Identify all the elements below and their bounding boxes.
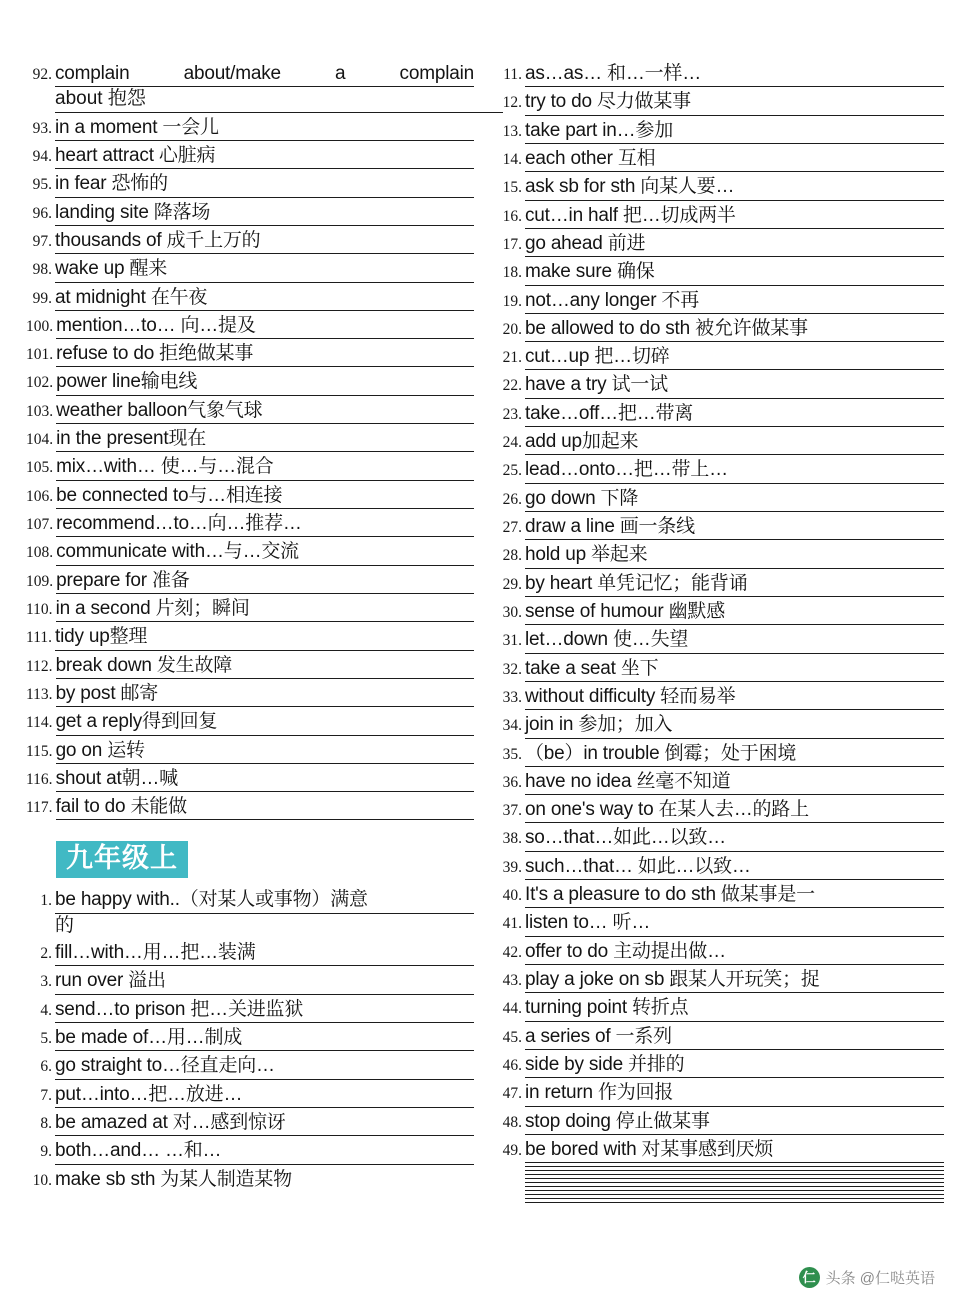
item-text: hold up 举起来 [525,543,944,568]
item-number: 106. [26,487,54,505]
list-item [26,710,474,735]
item-text: be made of…用…制成 [55,1026,474,1051]
item-number: 98. [32,261,52,279]
item-text [525,1194,944,1195]
list-item [496,487,944,512]
item-text: cut…in half 把…切成两半 [525,204,944,229]
watermark-text: 头条 @仁哒英语 [825,1270,935,1287]
item-text: fail to do 未能做 [56,795,474,820]
list-item [496,175,944,200]
list-item [496,458,944,483]
item-number: 105. [26,459,54,477]
item-number: 32. [502,660,522,678]
list-item [496,1178,944,1179]
item-text [525,1174,944,1175]
item-number: 3. [40,973,52,991]
item-number: 4. [40,1001,52,1019]
list-item [26,286,474,311]
item-number: 108. [26,544,54,562]
item-number: 21. [502,349,522,367]
item-text [525,1202,944,1203]
item-number: 95. [32,176,52,194]
item-number: 94. [32,147,52,165]
item-text: in return 作为回报 [525,1081,944,1106]
item-text: It's a pleasure to do sth 做某事是一 [525,883,944,908]
item-text: tidy up整理 [55,625,474,650]
list-item [496,1190,944,1191]
item-number: 37. [502,802,522,820]
item-number: 19. [502,292,522,310]
item-text: get a reply得到回复 [56,710,474,735]
list-item [496,940,944,965]
item-number: 42. [502,943,522,961]
item-text: in a moment 一会儿 [55,116,474,141]
item-number: 6. [40,1058,52,1076]
item-text [525,1166,944,1167]
item-text: by heart 单凭记忆；能背诵 [525,572,944,597]
item-number: 36. [502,773,522,791]
right-column [496,62,944,1206]
item-number: 24. [502,434,522,452]
list-item [496,826,944,851]
item-number: 117. [26,799,53,817]
item-text: in fear 恐怖的 [55,172,474,197]
watermark-logo-icon: 仁 [799,1267,820,1288]
item-number: 114. [26,714,53,732]
item-text [525,1182,944,1183]
list-item [26,1139,474,1164]
item-text: heart attract 心脏病 [55,144,474,169]
item-number: 1. [40,892,52,910]
list-item [496,1198,944,1199]
list-item [496,1174,944,1175]
item-text: both…and… …和… [55,1139,474,1164]
list-item [496,657,944,682]
item-number: 25. [502,462,522,480]
item-text: refuse to do 拒绝做某事 [56,342,474,367]
item-text: go straight to…径直走向… [55,1054,474,1079]
item-text: communicate with…与…交流 [56,540,474,565]
list-item [496,685,944,710]
item-number: 34. [502,717,522,735]
left-column [26,62,474,1195]
list-item [26,569,474,594]
item-text: take part in…参加 [525,119,944,144]
list-item [26,1111,474,1136]
item-text [525,1170,944,1171]
list-item [26,116,474,141]
list-item [496,1110,944,1135]
item-text: on one's way to 在某人去…的路上 [525,798,944,823]
item-text: by post 邮寄 [56,682,474,707]
item-number: 96. [32,204,52,222]
item-number: 27. [502,519,522,536]
item-text: go down 下降 [525,487,944,512]
item-number: 2. [40,945,52,963]
item-text: shout at朝…喊 [56,767,474,792]
list-item [26,941,474,966]
list-item [26,314,474,339]
list-item [496,402,944,427]
list-item [496,770,944,795]
item-number: 22. [502,377,522,395]
item-number: 23. [502,405,522,423]
item-number: 92. [32,66,52,83]
list-item [496,430,944,455]
list-item [26,540,474,565]
list-item [26,342,474,367]
item-number: 11. [503,66,522,83]
item-text: ask sb for sth 向某人要… [525,175,944,200]
item-number: 112. [26,657,53,675]
item-number: 111. [26,629,52,647]
item-number: 29. [502,575,522,593]
item-text: draw a line 画一条线 [525,515,944,540]
list-item [496,289,944,314]
item-text: wake up 醒来 [55,257,474,282]
list-item [26,427,474,452]
item-number: 97. [32,232,52,250]
item-text: as…as… 和…一样… [525,62,944,87]
list-item [496,1025,944,1050]
item-text: run over 溢出 [55,969,474,994]
item-text: landing site 降落场 [55,201,474,226]
item-number: 20. [502,320,522,338]
item-number: 13. [502,122,522,140]
item-text: a series of 一系列 [525,1025,944,1050]
item-text: recommend…to…向…推荐… [56,512,474,537]
item-text: cut…up 把…切碎 [525,345,944,370]
list-item [496,1194,944,1195]
list-item [496,147,944,172]
item-text: go on 运转 [56,739,474,764]
list-item [496,742,944,767]
list-item [26,1026,474,1051]
item-text: so…that…如此…以致… [525,826,944,851]
item-text: without difficulty 轻而易举 [525,685,944,710]
item-number: 26. [502,490,522,508]
item-number: 103. [26,402,54,420]
item-number: 47. [502,1085,522,1103]
item-number: 45. [502,1028,522,1046]
list-item [496,90,944,115]
item-number: 109. [26,572,54,590]
item-number: 101. [26,346,54,364]
item-text: be connected to与…相连接 [56,484,474,509]
item-text: be amazed at 对…感到惊讶 [55,1111,474,1136]
item-number: 9. [40,1143,52,1161]
item-text: turning point 转折点 [525,996,944,1021]
list-item [496,1166,944,1167]
item-number: 10. [32,1171,52,1189]
list-item [26,370,474,395]
item-number: 93. [32,119,52,137]
item-text: go ahead 前进 [525,232,944,257]
list-item [26,1168,474,1192]
list-item [496,260,944,285]
item-text: complain about/make a complain [55,62,474,87]
item-text: be happy with..（对某人或事物）满意 [55,888,474,913]
list-item [496,543,944,568]
item-number: 49. [502,1141,522,1159]
list-item [496,798,944,823]
list-item [496,373,944,398]
item-text: mix…with… 使…与…混合 [56,455,474,480]
item-text: prepare for 准备 [56,569,474,594]
item-text: have a try 试一试 [525,373,944,398]
item-number: 113. [26,685,53,703]
item-text: each other 互相 [525,147,944,172]
item-text: power line输电线 [56,370,474,395]
item-text: be bored with 对某事感到厌烦 [525,1138,944,1163]
item-text: fill…with…用…把…装满 [55,941,474,966]
item-text: take a seat 坐下 [525,657,944,682]
item-text: （be）in trouble 倒霉；处于困境 [525,742,944,767]
list-item [26,767,474,792]
item-text: let…down 使…失望 [525,628,944,653]
list-item [496,1186,944,1187]
item-number: 40. [502,887,522,905]
item-number: 12. [502,94,522,112]
list-item [496,1138,944,1163]
item-text: sense of humour 幽默感 [525,600,944,625]
item-number: 100. [26,317,54,335]
item-number: 28. [502,547,522,565]
item-number: 38. [502,830,522,848]
item-text: break down 发生故障 [56,654,474,679]
item-text: lead…onto…把…带上… [525,458,944,483]
item-number: 16. [502,207,522,225]
list-item [496,1081,944,1106]
item-text: add up加起来 [525,430,944,455]
list-item [26,399,474,424]
item-number: 116. [26,770,53,788]
list-item [26,62,474,113]
list-item [26,172,474,197]
item-number: 39. [502,858,522,876]
item-text: in a second 片刻；瞬间 [56,597,474,622]
item-number: 15. [502,179,522,197]
item-text [525,1186,944,1187]
item-text-continued: 的 [55,914,75,936]
list-item [496,628,944,653]
list-item [496,996,944,1021]
list-item [26,795,474,820]
item-text: take…off…把…带离 [525,402,944,427]
item-number: 110. [26,600,53,618]
watermark [799,1267,935,1288]
item-text: side by side 并排的 [525,1053,944,1078]
item-number: 5. [40,1030,52,1048]
item-number: 43. [502,972,522,989]
item-text: make sb sth 为某人制造某物 [55,1168,292,1190]
list-item [496,600,944,625]
list-item [26,654,474,679]
item-number: 44. [502,1000,522,1018]
item-number: 31. [502,632,522,650]
item-text: mention…to… 向…提及 [56,314,474,339]
item-number: 115. [26,742,53,760]
list-item [26,888,474,938]
list-item [496,883,944,908]
item-number: 14. [502,150,522,168]
item-number: 102. [26,374,54,392]
list-item [26,144,474,169]
item-text: send…to prison 把…关进监狱 [55,998,474,1023]
list-item [26,998,474,1023]
two-column-layout [26,62,933,1206]
list-item [26,512,474,537]
item-text: have no idea 丝毫不知道 [525,770,944,795]
list-item [26,969,474,994]
item-number: 48. [502,1113,522,1131]
item-text: try to do 尽力做某事 [525,90,944,115]
list-item [496,62,944,87]
item-number: 7. [40,1086,52,1104]
list-item [26,1054,474,1079]
item-text-continued: about 抱怨 [55,87,503,112]
item-text: listen to… 听… [525,911,944,936]
item-number: 104. [26,431,54,449]
item-text: weather balloon气象气球 [56,399,474,424]
item-text: make sure 确保 [525,260,944,285]
list-item [496,119,944,144]
list-item [26,229,474,254]
list-item [496,204,944,229]
item-text: not…any longer 不再 [525,289,944,314]
list-item [496,1170,944,1171]
item-number: 46. [502,1056,522,1074]
item-number: 99. [32,289,52,307]
list-item [496,572,944,597]
item-text: thousands of 成千上万的 [55,229,474,254]
item-number: 30. [502,603,522,621]
item-text [525,1178,944,1179]
item-number: 17. [502,235,522,253]
list-item [496,855,944,880]
item-text: join in 参加；加入 [525,713,944,738]
item-text: in the present现在 [56,427,474,452]
list-item [26,739,474,764]
list-item [496,317,944,342]
list-item [496,1053,944,1078]
list-item [26,597,474,622]
list-item [26,201,474,226]
item-text: such…that… 如此…以致… [525,855,944,880]
item-text: be allowed to do sth 被允许做某事 [525,317,944,342]
item-number: 18. [502,264,522,282]
list-item [26,484,474,509]
list-item [496,345,944,370]
list-item [26,682,474,707]
item-number: 35. [502,745,522,763]
item-text [525,1198,944,1199]
item-text: offer to do 主动提出做… [525,940,944,965]
list-item [496,232,944,257]
item-text: play a joke on sb 跟某人开玩笑；捉 [525,968,944,993]
item-text: at midnight 在午夜 [55,286,474,311]
section-heading: 九年级上 [56,841,188,878]
list-item [496,968,944,993]
item-number: 33. [502,688,522,706]
list-item [496,1182,944,1183]
item-number: 8. [40,1114,52,1132]
item-number: 41. [502,915,522,933]
list-item [496,713,944,738]
list-item [26,625,474,650]
item-text [525,1190,944,1191]
item-text: put…into…把…放进… [55,1083,474,1108]
item-number: 107. [26,516,54,533]
list-item [26,455,474,480]
list-item [496,911,944,936]
list-item [496,1202,944,1203]
list-item [496,515,944,540]
item-text: stop doing 停止做某事 [525,1110,944,1135]
list-item [26,257,474,282]
list-item [26,1083,474,1108]
